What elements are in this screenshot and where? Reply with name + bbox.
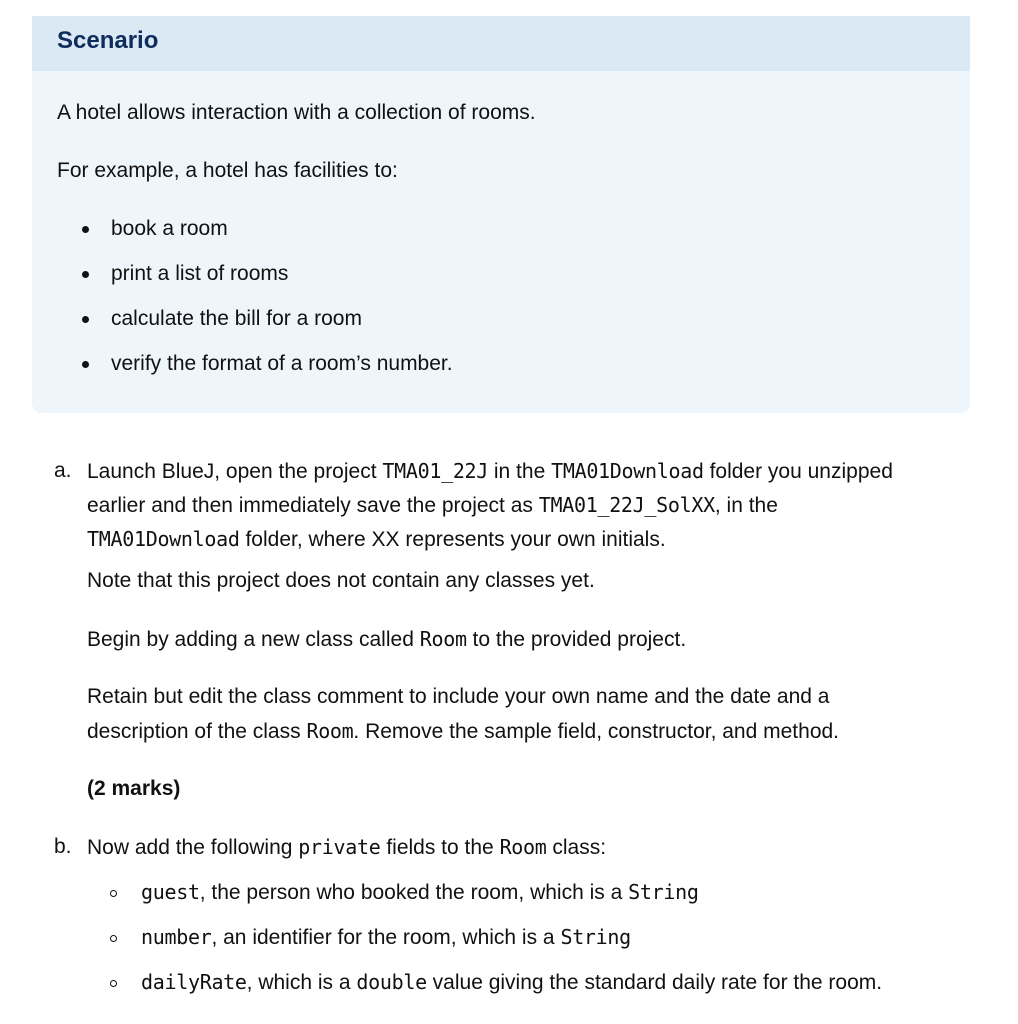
- code-class-name: Room: [499, 835, 547, 859]
- list-item: calculate the bill for a room: [111, 305, 362, 333]
- text-run: , in the: [714, 494, 778, 517]
- part-a-marks: (2 marks): [87, 777, 181, 800]
- part-a-line-1: [87, 457, 893, 486]
- part-a-retain-2: [87, 717, 839, 746]
- text-run: . Remove the sample field, constructor, and method.: [353, 720, 840, 743]
- list-item: book a room: [111, 215, 228, 243]
- text-run: value giving the standard daily rate for the room.: [426, 971, 883, 994]
- scenario-intro: A hotel allows interaction with a collection of rooms.: [57, 101, 536, 124]
- code-save-name: TMA01_22J_SolXX: [538, 493, 715, 517]
- code-field-name: guest: [141, 880, 200, 904]
- code-project-name: TMA01_22J: [382, 459, 489, 483]
- code-class-name: Room: [419, 627, 467, 651]
- part-b-intro: [87, 833, 606, 862]
- list-item: verify the format of a room’s number.: [111, 350, 453, 378]
- code-folder-name: TMA01Download: [551, 459, 704, 483]
- text-run: to the provided project.: [466, 628, 687, 651]
- code-class-name: Room: [306, 719, 354, 743]
- scenario-header: [32, 16, 970, 71]
- text-run: folder you unzipped: [703, 460, 893, 483]
- list-item: print a list of rooms: [111, 260, 288, 288]
- scenario-lead: For example, a hotel has facilities to:: [57, 159, 398, 182]
- text-run: description of the class: [87, 720, 307, 743]
- scenario-title: Scenario: [57, 27, 159, 54]
- list-item: [141, 923, 631, 952]
- code-type: String: [628, 880, 699, 904]
- scenario-box: [32, 16, 970, 413]
- code-type: String: [560, 925, 631, 949]
- text-run: in the: [488, 460, 552, 483]
- part-a-line-2: [87, 491, 778, 520]
- code-field-name: number: [141, 925, 212, 949]
- text-run: , which is a: [246, 971, 357, 994]
- text-run: class:: [546, 836, 607, 859]
- part-a-note: Note that this project does not contain any classes yet.: [87, 569, 595, 592]
- text-run: fields to the: [380, 836, 500, 859]
- code-keyword: private: [298, 835, 381, 859]
- part-b-marker: b.: [54, 835, 72, 858]
- part-a-line-3: [87, 525, 666, 554]
- text-run: folder, where XX represents your own initials.: [239, 528, 666, 551]
- text-run: Launch BlueJ, open the project: [87, 460, 383, 483]
- text-run: Now add the following: [87, 836, 299, 859]
- code-type: double: [356, 970, 427, 994]
- text-run: Begin by adding a new class called: [87, 628, 420, 651]
- part-a-retain-1: Retain but edit the class comment to include your own name and the date and a: [87, 685, 830, 708]
- text-run: , the person who booked the room, which is a: [199, 881, 629, 904]
- code-folder-name: TMA01Download: [87, 527, 240, 551]
- text-run: earlier and then immediately save the project as: [87, 494, 539, 517]
- list-item: [141, 878, 699, 907]
- part-a-marker: a.: [54, 459, 72, 482]
- text-run: , an identifier for the room, which is a: [211, 926, 561, 949]
- list-item: [141, 968, 882, 997]
- part-a-begin: [87, 625, 686, 654]
- code-field-name: dailyRate: [141, 970, 247, 994]
